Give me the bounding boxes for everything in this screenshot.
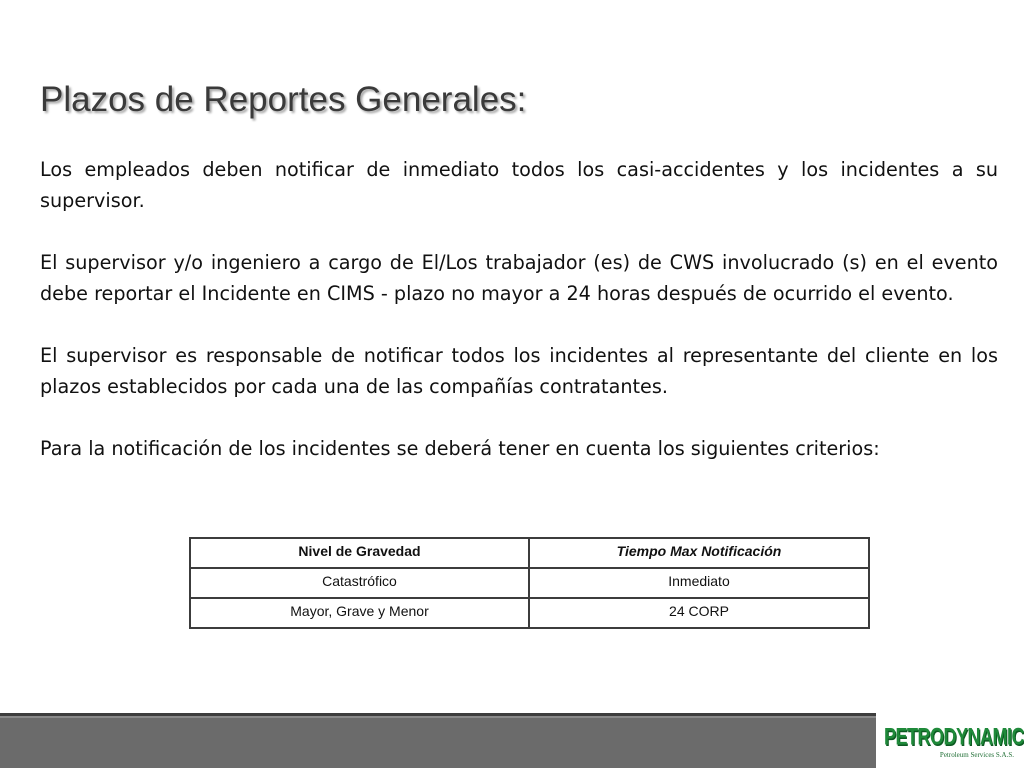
criteria-table-container [189, 537, 868, 629]
cell-severity: Catastrófico [190, 568, 529, 598]
header-severity-level: Nivel de Gravedad [190, 538, 529, 568]
footer-bar [0, 713, 876, 768]
table-header-row [190, 538, 869, 568]
slide-body [40, 154, 998, 464]
paragraph-client-notification: El supervisor es responsable de notificar todos los incidentes al representante del cliente en los plazos establecidos por cada una de las compañías contratantes. [40, 344, 998, 398]
header-max-notification-time: Tiempo Max Notificación [529, 538, 869, 568]
cell-severity: Mayor, Grave y Menor [190, 598, 529, 628]
paragraph-criteria-intro: Para la notificación de los incidentes se deberá tener en cuenta los siguientes criterios: [40, 437, 880, 460]
slide-title: Plazos de Reportes Generales: [40, 80, 527, 119]
logo-wordmark: PETRODYNAMIC [884, 723, 1024, 750]
table-row [190, 598, 869, 628]
paragraph-notify-supervisor: Los empleados deben notificar de inmediato todos los casi-accidentes y los incidentes a su supervisor. [40, 158, 998, 212]
cell-notification-time: Inmediato [529, 568, 869, 598]
logo-subtitle: Petroleum Services S.A.S. [939, 751, 1014, 759]
petrodynamic-logo [880, 717, 1024, 763]
criteria-table [189, 537, 870, 629]
table-row [190, 568, 869, 598]
cell-notification-time: 24 CORP [529, 598, 869, 628]
paragraph-report-cims: El supervisor y/o ingeniero a cargo de El/Los trabajador (es) de CWS involucrado (s) en el evento debe reportar el Incidente en CIMS - plazo no mayor a 24 horas después de ocurrido el evento. [40, 251, 998, 305]
